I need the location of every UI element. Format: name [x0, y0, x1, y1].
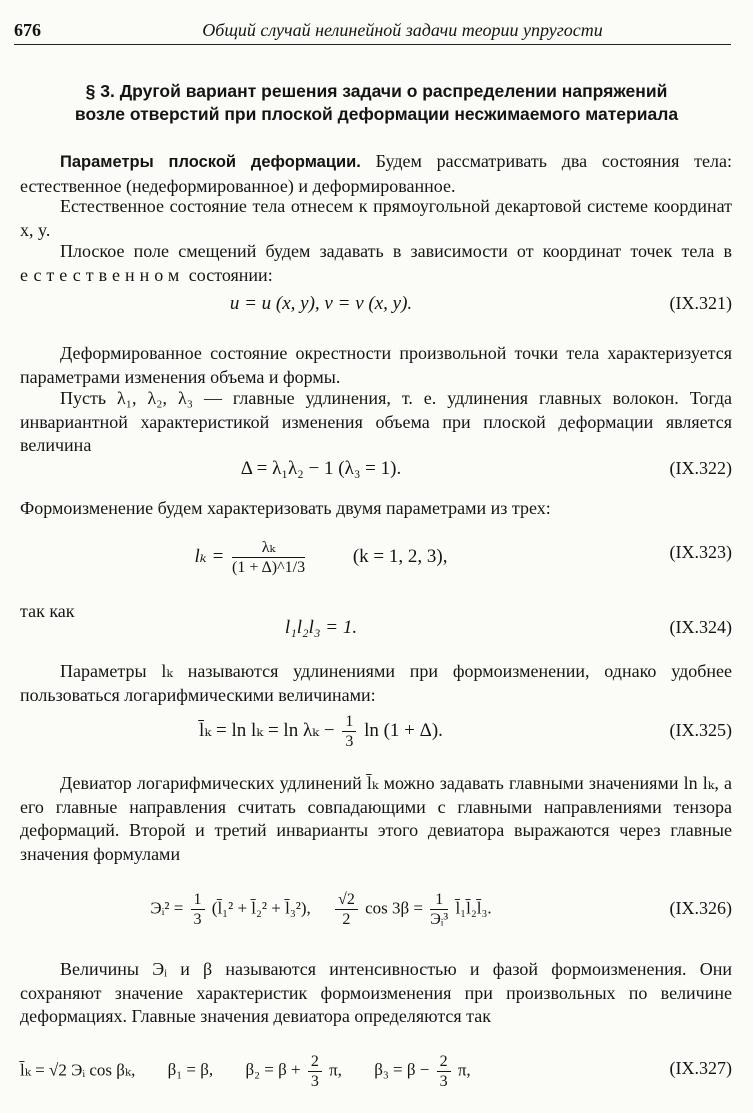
- equation-327: [20, 1052, 732, 1100]
- fraction-denominator: Эᵢ³: [430, 911, 449, 928]
- equation-322: [20, 458, 732, 498]
- equation-322-body: Δ = λ₁λ₂ − 1 (λ₃ = 1).: [240, 458, 402, 479]
- equation-326-part-b: (l̄₁² + l̄₂² + l̄₃²),: [211, 898, 311, 918]
- page-number: 676: [14, 20, 41, 40]
- running-title: Общий случай нелинейной задачи теории упругости: [202, 20, 603, 40]
- fraction-numerator: 1: [342, 712, 356, 732]
- paragraph-1-text: Будем рассматривать два состояния тела: естественное (недеформированное) и деформированное.: [20, 151, 733, 196]
- equation-323-body: [20, 538, 622, 577]
- equation-321: [20, 293, 732, 333]
- equation-324: [20, 617, 732, 657]
- equation-326-part-a: Эᵢ² =: [150, 898, 184, 918]
- fraction-denominator: 2: [342, 911, 351, 928]
- section-title-line-2: возле отверстий при плоской деформации несжимаемого материала: [74, 104, 679, 124]
- paragraph-5: Пусть λ₁, λ₂, λ₃ — главные удлинения, т. е. удлинения главных волокон. Тогда инвариантной характеристикой изменения объема при плоской деформации является величина: [20, 388, 732, 455]
- fraction-numerator: 1: [430, 890, 448, 910]
- equation-327-part-d2: π,: [457, 1060, 471, 1080]
- equation-323-fraction: [232, 538, 305, 577]
- equation-323-number: (IX.323): [669, 542, 732, 562]
- equation-323-condition: (k = 1, 2, 3),: [352, 545, 448, 567]
- paragraph-lead: Параметры плоской деформации.: [60, 153, 361, 171]
- equation-325: [20, 712, 732, 758]
- equation-327-fraction-1: [308, 1052, 322, 1091]
- fraction-denominator: (1 + Δ)^1/3: [232, 559, 306, 576]
- equation-324-body: l₁l₂l₃ = 1.: [284, 617, 358, 638]
- paragraph-3: [20, 240, 732, 287]
- fraction-denominator: 3: [193, 911, 202, 928]
- equation-325-body: [20, 712, 622, 751]
- fraction-denominator: 3: [439, 1073, 448, 1090]
- equation-321-number: (IX.321): [669, 293, 732, 313]
- fraction-numerator: √2: [335, 890, 358, 910]
- page-header: [14, 18, 731, 45]
- equation-326-fraction-2: [335, 890, 358, 929]
- paragraph-2: Естественное состояние тела отнесем к прямоугольной декартовой системе координат x, y.: [20, 196, 732, 240]
- equation-324-number: (IX.324): [669, 617, 732, 637]
- paragraph-9: Девиатор логарифмических удлинений l̄ₖ можно задавать главными значениями ln lₖ, а его главные направления считать совпадающими с главными направлениями тензора деформаций. Второй и третий инварианты этого девиатора выражаются через главные значения формулами: [20, 773, 732, 864]
- paragraph-3-text-b: состоянии:: [184, 264, 273, 285]
- equation-325-fraction: [342, 712, 356, 751]
- equation-326-fraction-3: [430, 890, 448, 929]
- fraction-numerator: 2: [437, 1052, 451, 1072]
- equation-327-number: (IX.327): [669, 1058, 732, 1078]
- paragraph-7: так как: [20, 601, 75, 621]
- equation-325-part-b: ln (1 + Δ).: [364, 719, 443, 741]
- equation-327-body: [20, 1052, 632, 1091]
- section-title-line-1: § 3. Другой вариант решения задачи о распределении напряжений: [85, 81, 668, 101]
- equation-326-body: [20, 890, 622, 929]
- equation-327-part-a: l̄ₖ = √2 Эᵢ cos βₖ,: [20, 1060, 136, 1080]
- equation-323: [20, 538, 732, 586]
- equation-321-body: u = u (x, y), v = v (x, y).: [229, 293, 413, 314]
- fraction-denominator: 3: [345, 733, 354, 750]
- paragraph-4: Деформированное состояние окрестности произвольной точки тела характеризуется параметрами изменения объема и формы.: [20, 343, 732, 387]
- paragraph-10: Величины Эᵢ и β называются интенсивностью и фазой формоизменения. Они сохраняют значение характеристик формоизменения при произвольных по величине деформациях. Главные значения девиатора определяются так: [20, 959, 732, 1026]
- fraction-numerator: 2: [308, 1052, 322, 1072]
- paragraph-8: Параметры lₖ называются удлинениями при формоизменении, однако удобнее пользоваться логарифмическими величинами:: [20, 661, 732, 705]
- equation-326-number: (IX.326): [669, 898, 732, 918]
- paragraph-1: [20, 150, 732, 198]
- paragraph-6: Формоизменение будем характеризовать двумя параметрами из трех:: [20, 498, 551, 518]
- equation-326: [20, 890, 732, 938]
- fraction-numerator: 1: [191, 890, 205, 910]
- equation-327-fraction-2: [437, 1052, 451, 1091]
- equation-326-part-c: cos 3β =: [365, 898, 423, 918]
- equation-323-lhs: lₖ =: [194, 545, 225, 567]
- equation-326-part-e: l̄₁l̄₂l̄₃.: [455, 898, 492, 918]
- equation-325-part-a: l̄ₖ = ln lₖ = ln λₖ −: [199, 719, 335, 741]
- equation-327-part-d: β₃ = β −: [374, 1060, 430, 1080]
- paragraph-3-spaced: естественном: [20, 264, 185, 285]
- equation-322-number: (IX.322): [669, 458, 732, 478]
- fraction-numerator: λₖ: [232, 538, 305, 558]
- equation-326-fraction-1: [191, 890, 205, 929]
- equation-327-part-b: β₁ = β,: [167, 1060, 214, 1080]
- equation-327-part-c: β₂ = β +: [245, 1060, 301, 1080]
- equation-325-number: (IX.325): [669, 720, 732, 740]
- section-title: [20, 80, 733, 126]
- equation-327-part-c2: π,: [329, 1060, 342, 1080]
- fraction-denominator: 3: [310, 1073, 319, 1090]
- paragraph-3-text-a: Плоское поле смещений будем задавать в зависимости от координат точек тела в: [60, 241, 732, 261]
